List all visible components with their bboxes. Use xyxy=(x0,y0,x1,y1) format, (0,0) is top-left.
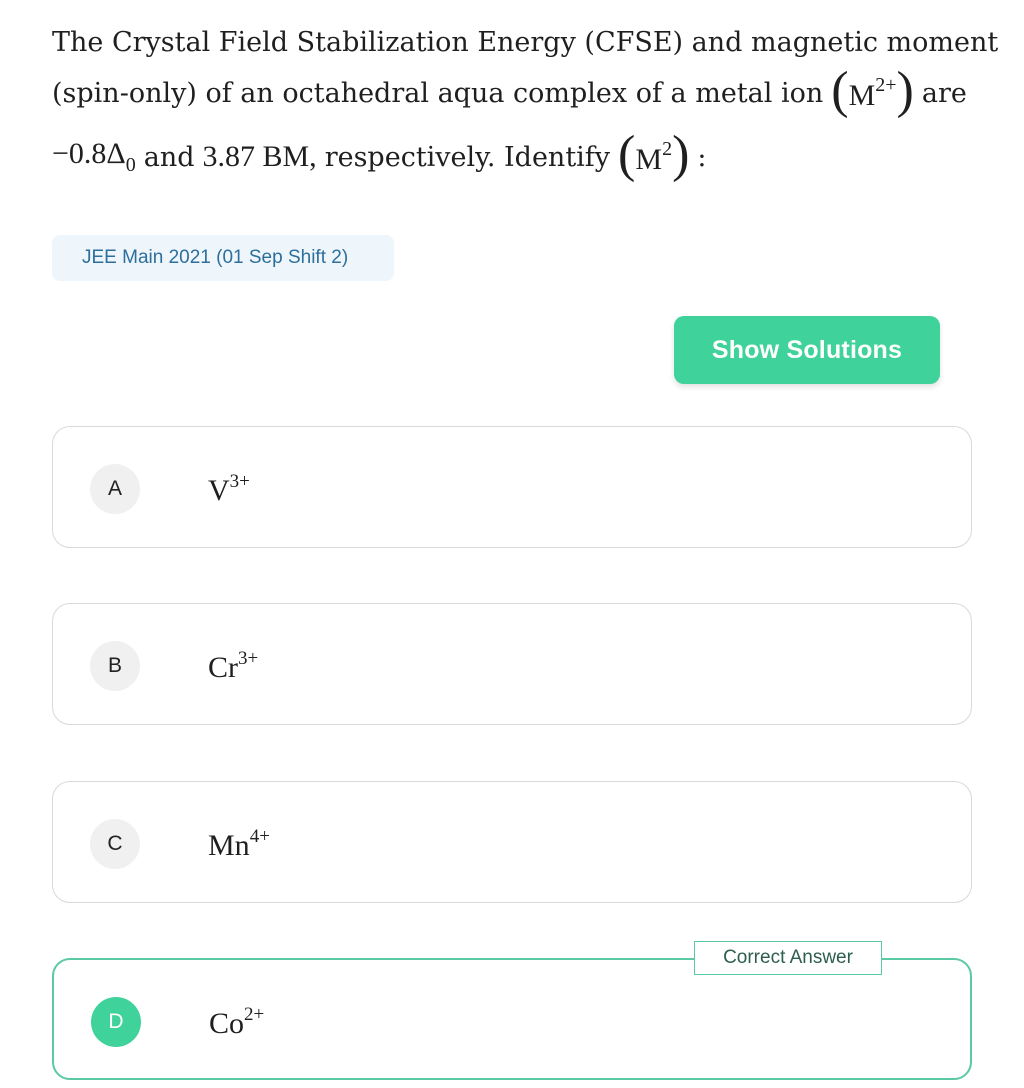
question-line-2-prefix: (spin-only) of an octahedral aqua complex of a metal ion xyxy=(52,77,824,109)
magnetic-moment-value: 3.87 BM, xyxy=(202,140,317,173)
question-line-1 xyxy=(52,20,999,64)
option-b[interactable] xyxy=(52,603,972,725)
cfse-value xyxy=(52,139,136,175)
open-paren: ( xyxy=(618,126,636,183)
open-paren: ( xyxy=(831,62,849,119)
option-value-base: Mn xyxy=(208,829,250,862)
correct-answer-label: Correct Answer xyxy=(694,941,882,975)
option-letter-badge: B xyxy=(90,641,140,691)
metal-ion-base: M xyxy=(848,79,876,112)
metal-ion-charge: 2+ xyxy=(875,74,897,96)
option-value-charge: 4+ xyxy=(249,826,270,847)
cfse-value-main: −0.8Δ xyxy=(52,137,126,170)
identify-ion-base: M xyxy=(635,143,663,176)
cfse-value-subscript: 0 xyxy=(125,154,136,176)
option-d[interactable] xyxy=(52,958,972,1080)
question-line-1-text: The Crystal Field Stabilization Energy (CFSE) and magnetic moment xyxy=(52,26,999,58)
option-value-base: V xyxy=(208,474,230,507)
option-value-charge: 2+ xyxy=(244,1004,265,1025)
option-letter-badge: C xyxy=(90,819,140,869)
question-and: and xyxy=(143,141,195,173)
option-value xyxy=(208,471,250,508)
option-c[interactable] xyxy=(52,781,972,903)
exam-tag: JEE Main 2021 (01 Sep Shift 2) xyxy=(52,235,394,281)
question-text xyxy=(52,20,999,192)
metal-ion-symbol xyxy=(849,75,897,111)
close-paren: ) xyxy=(672,126,690,183)
option-letter-badge: D xyxy=(91,997,141,1047)
question-line-3 xyxy=(52,122,972,192)
option-value-charge: 3+ xyxy=(229,471,250,492)
question-line-2 xyxy=(52,64,972,122)
question-colon: : xyxy=(697,141,707,173)
option-value xyxy=(208,826,270,863)
question-line-2-suffix: are xyxy=(921,77,967,109)
close-paren: ) xyxy=(896,62,914,119)
option-value-base: Co xyxy=(209,1007,245,1040)
option-value-base: Cr xyxy=(208,651,238,684)
option-value-charge: 3+ xyxy=(238,648,259,669)
show-solutions-button[interactable]: Show Solutions xyxy=(674,316,940,384)
question-line-3-text: respectively. Identify xyxy=(324,141,611,173)
option-letter-badge: A xyxy=(90,464,140,514)
option-a[interactable] xyxy=(52,426,972,548)
identify-ion-symbol xyxy=(635,139,672,175)
identify-ion-charge: 2 xyxy=(662,138,673,160)
option-value xyxy=(208,648,258,685)
option-value xyxy=(209,1004,264,1041)
